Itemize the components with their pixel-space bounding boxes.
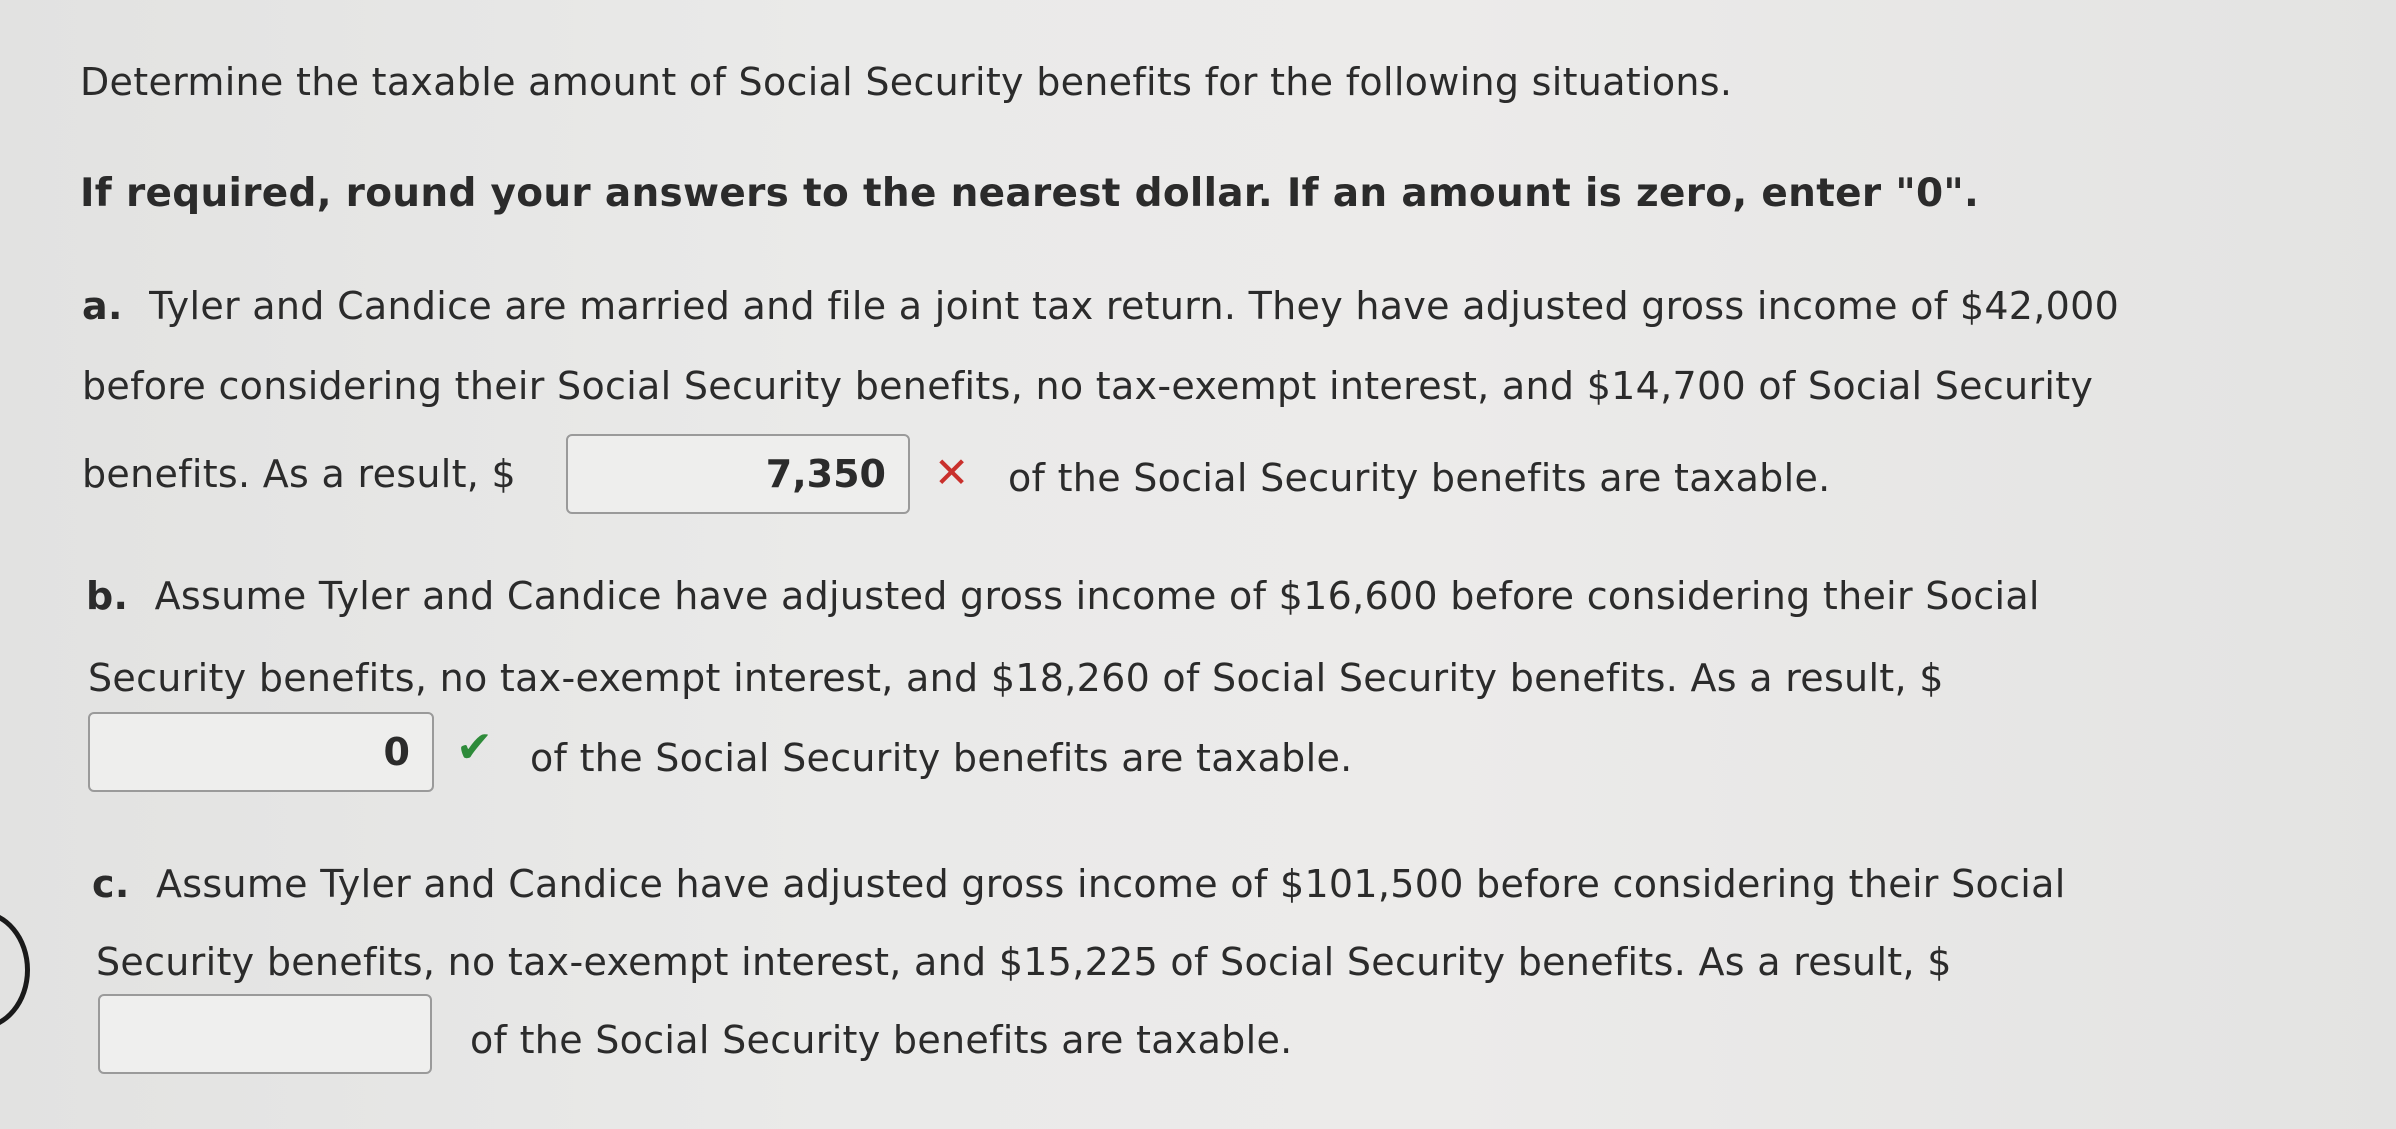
part-a-answer-input[interactable]: 7,350 [566,434,910,514]
part-a-pre-input: benefits. As a result, $ [82,452,517,496]
question-heading: Determine the taxable amount of Social Security benefits for the following situations. [80,60,1733,104]
checkmark-icon: ✔ [456,722,493,773]
part-b-letter: b. [86,574,129,618]
part-a-line-2: before considering their Social Security benefits, no tax-exempt interest, and $14,700 of Social Security [82,364,2094,408]
part-a-letter: a. [82,284,123,328]
part-b-line-1 [86,572,2040,620]
part-b-answer-input[interactable]: 0 [88,712,434,792]
x-mark-icon: ✕ [934,448,970,497]
part-b-post-input: of the Social Security benefits are taxable. [530,736,1353,780]
part-c-letter: c. [92,862,130,906]
part-b-text-1: Assume Tyler and Candice have adjusted gross income of $16,600 before considering their Social [154,574,2040,618]
edge-decoration [0,910,30,1030]
part-b-line-2: Security benefits, no tax-exempt interest, and $18,260 of Social Security benefits. As a result, $ [88,656,1944,700]
part-c-post-input: of the Social Security benefits are taxable. [470,1018,1293,1062]
rounding-instructions: If required, round your answers to the nearest dollar. If an amount is zero, enter "0". [80,171,1980,216]
part-c-line-1 [92,860,2066,908]
part-c-line-2: Security benefits, no tax-exempt interest, and $15,225 of Social Security benefits. As a result, $ [96,940,1952,984]
part-c-text-1: Assume Tyler and Candice have adjusted gross income of $101,500 before considering their Social [155,862,2066,906]
part-a-text-1: Tyler and Candice are married and file a joint tax return. They have adjusted gross income of $42,000 [149,284,2120,328]
part-c-answer-input[interactable] [98,994,432,1074]
part-a-line-1 [82,282,2119,330]
part-a-post-input: of the Social Security benefits are taxable. [1008,456,1831,500]
